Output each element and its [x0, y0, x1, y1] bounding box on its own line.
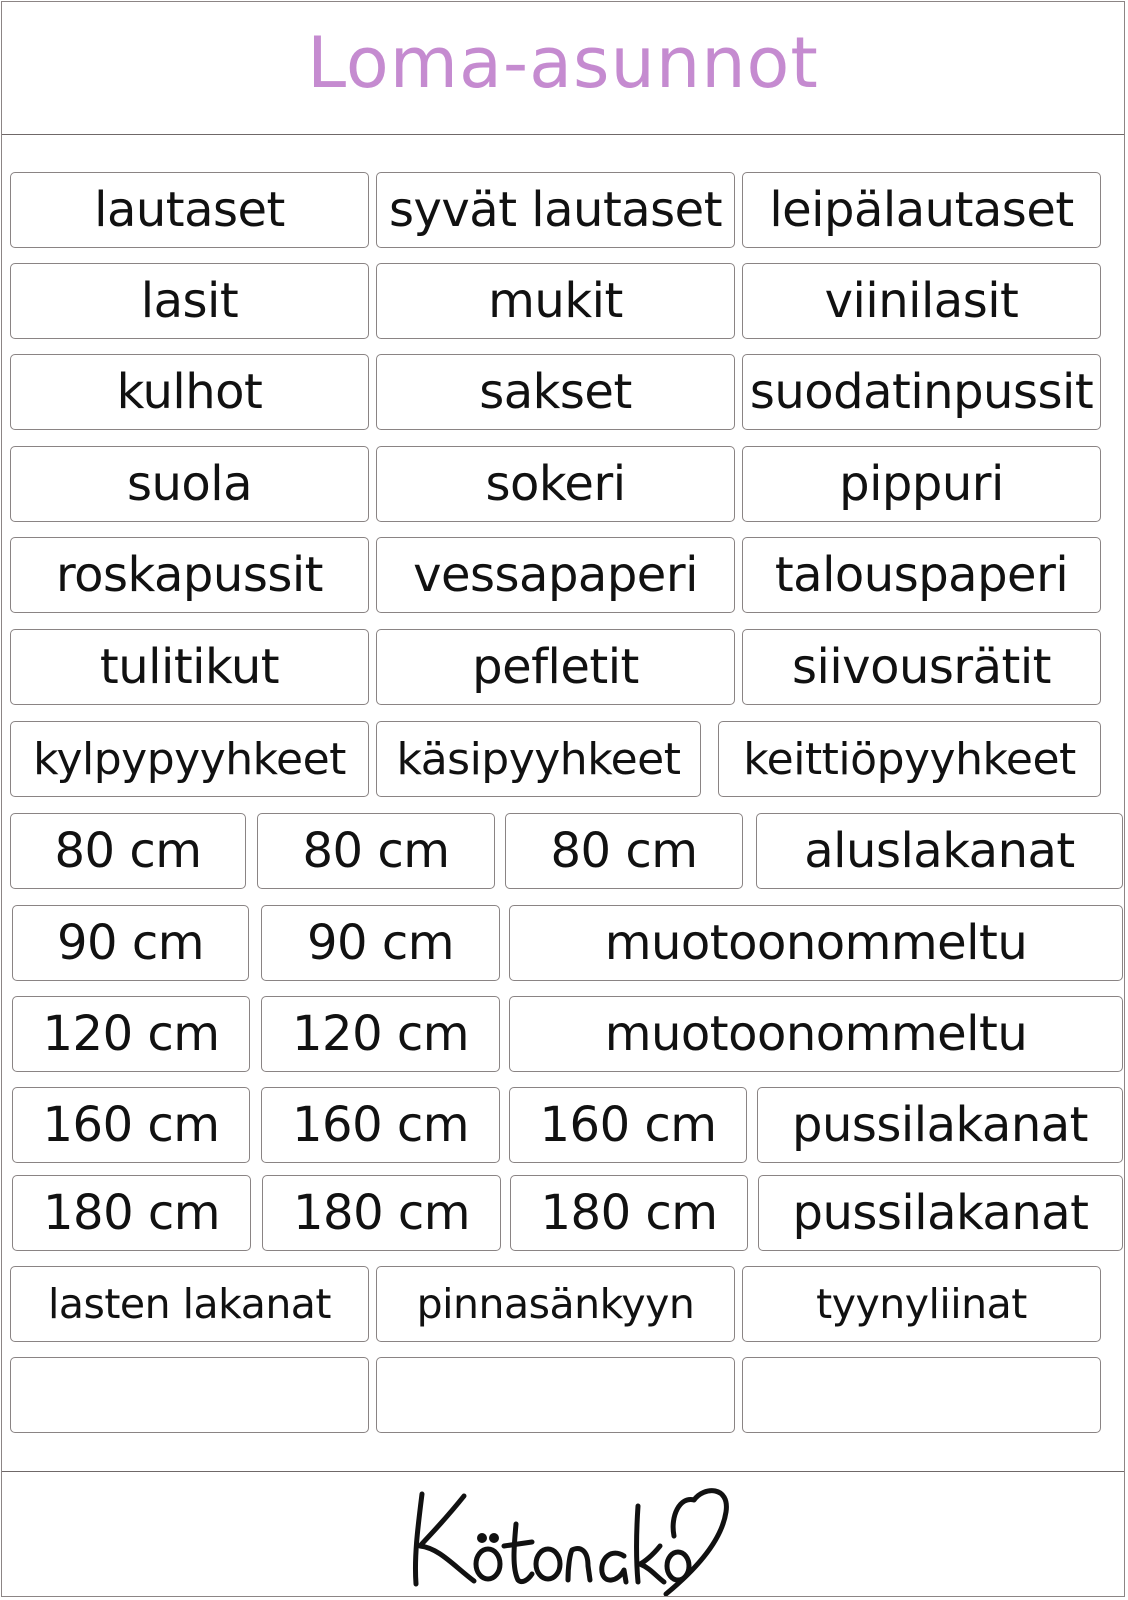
label-cell: siivousrätit — [742, 629, 1101, 705]
page-title: Loma-asunnot — [307, 22, 819, 104]
label-cell: pussilakanat — [757, 1087, 1123, 1163]
label-cell: 160 cm — [509, 1087, 747, 1163]
label-cell: käsipyyhkeet — [376, 721, 701, 797]
label-cell: tyynyliinat — [742, 1266, 1101, 1342]
label-cell: roskapussit — [10, 537, 369, 613]
label-cell: suodatinpussit — [742, 354, 1101, 430]
empty-label-cell — [10, 1357, 369, 1433]
label-cell: lasit — [10, 263, 369, 339]
label-cell: muotoonommeltu — [509, 905, 1123, 981]
label-cell: 80 cm — [10, 813, 246, 889]
label-cell: aluslakanat — [756, 813, 1123, 889]
label-cell: talouspaperi — [742, 537, 1101, 613]
label-cell: 80 cm — [505, 813, 743, 889]
label-cell: tulitikut — [10, 629, 369, 705]
label-cell: 120 cm — [261, 996, 500, 1072]
label-cell: 180 cm — [12, 1175, 251, 1251]
printable-sheet — [1, 1, 1125, 1597]
label-cell: suola — [10, 446, 369, 522]
label-cell: muotoonommeltu — [509, 996, 1123, 1072]
label-grid — [2, 2, 1124, 1596]
kotonako-logo — [404, 1476, 734, 1596]
label-cell: mukit — [376, 263, 735, 339]
label-cell: keittiöpyyhkeet — [718, 721, 1101, 797]
label-cell: lasten lakanat — [10, 1266, 369, 1342]
label-cell: 180 cm — [510, 1175, 748, 1251]
label-cell: 120 cm — [12, 996, 250, 1072]
label-cell: viinilasit — [742, 263, 1101, 339]
label-cell: lautaset — [10, 172, 369, 248]
label-cell: vessapaperi — [376, 537, 735, 613]
label-cell: kulhot — [10, 354, 369, 430]
label-cell: leipälautaset — [742, 172, 1101, 248]
label-cell: syvät lautaset — [376, 172, 735, 248]
label-cell: pussilakanat — [758, 1175, 1123, 1251]
label-cell: 90 cm — [261, 905, 500, 981]
label-cell: 80 cm — [257, 813, 495, 889]
empty-label-cell — [376, 1357, 735, 1433]
label-cell: 90 cm — [12, 905, 249, 981]
label-cell: pippuri — [742, 446, 1101, 522]
label-cell: pinnasänkyyn — [376, 1266, 735, 1342]
empty-label-cell — [742, 1357, 1101, 1433]
label-cell: 180 cm — [262, 1175, 501, 1251]
label-cell: sakset — [376, 354, 735, 430]
label-cell: kylpypyyhkeet — [10, 721, 369, 797]
label-cell: 160 cm — [261, 1087, 500, 1163]
label-cell: 160 cm — [12, 1087, 250, 1163]
label-cell: pefletit — [376, 629, 735, 705]
label-cell: sokeri — [376, 446, 735, 522]
